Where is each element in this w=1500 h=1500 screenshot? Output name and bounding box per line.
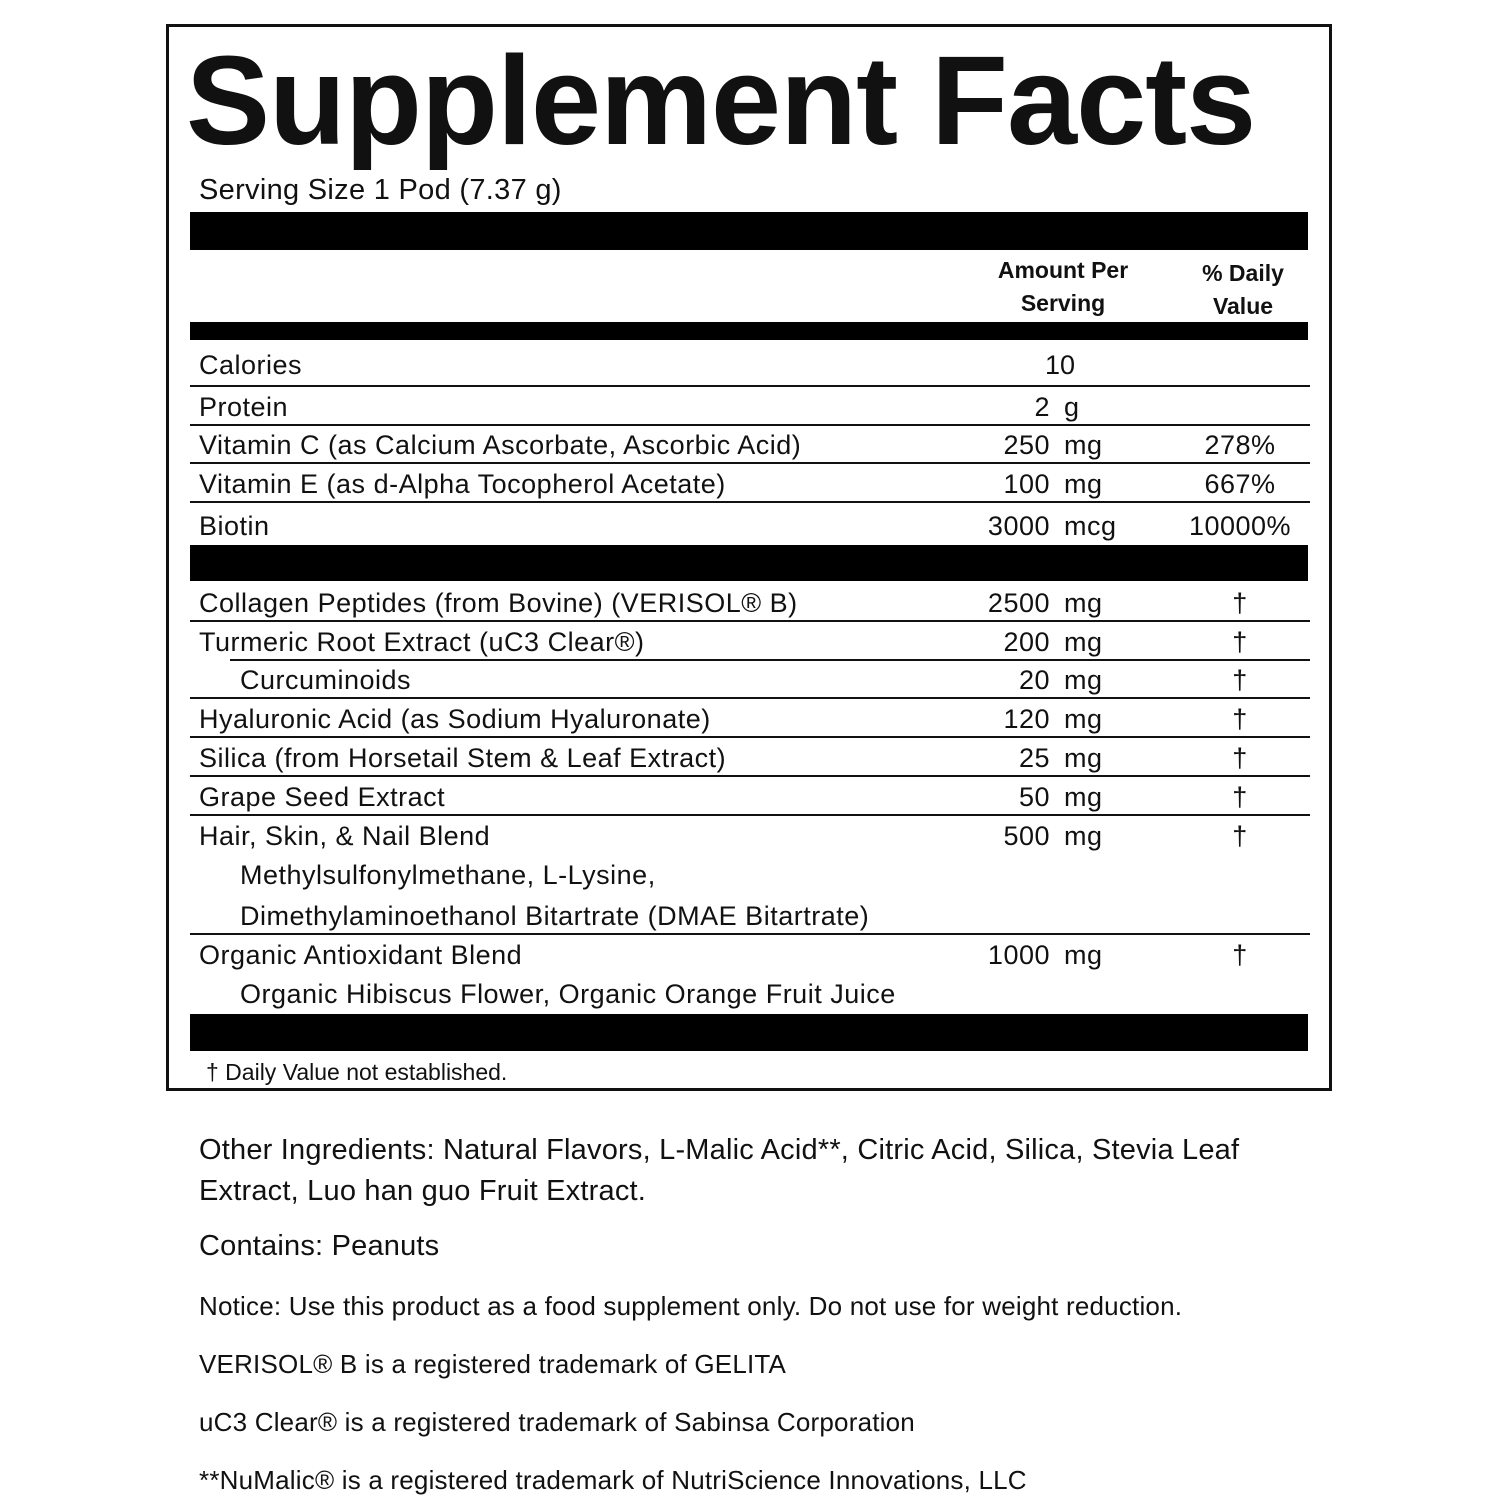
ingredient-unit: mg	[1064, 665, 1103, 695]
ingredient-row	[190, 661, 1308, 699]
nutrient-daily-value: 667%	[1204, 469, 1276, 499]
trademark-note: **NuMalic® is a registered trademark of NutriScience Innovations, LLC	[199, 1465, 1027, 1495]
row-divider	[190, 814, 1310, 816]
blend-components: Methylsulfonylmethane, L-Lysine,	[240, 860, 656, 890]
ingredient-unit: mg	[1064, 743, 1103, 773]
row-divider	[190, 620, 1310, 622]
ingredient-name: Organic Antioxidant Blend	[199, 940, 523, 970]
row-divider	[190, 697, 1310, 699]
nutrient-name: Protein	[199, 392, 289, 422]
nutrient-amount: 3000	[987, 511, 1050, 541]
other-ingredients: Other Ingredients: Natural Flavors, L-Malic Acid**, Citric Acid, Silica, Stevia Leaf Extract, Luo han guo Fruit Extract.	[199, 1134, 1240, 1207]
nutrient-name: Biotin	[199, 511, 270, 541]
ingredient-unit: mg	[1064, 704, 1103, 734]
ingredient-row	[190, 739, 1308, 777]
nutrient-amount: 2	[1034, 392, 1050, 422]
nutrient-row	[190, 388, 1308, 426]
ingredient-unit: mg	[1064, 627, 1103, 657]
nutrient-row	[190, 465, 1308, 503]
nutrient-name: Vitamin C (as Calcium Ascorbate, Ascorbic Acid)	[199, 430, 802, 460]
ingredient-row	[190, 700, 1308, 738]
row-divider	[190, 462, 1310, 464]
amount-per-serving-header	[968, 254, 1158, 320]
row-divider	[190, 736, 1310, 738]
row-divider	[190, 385, 1310, 387]
ingredient-daily-value: †	[1232, 704, 1248, 734]
nutrient-unit: mg	[1064, 469, 1103, 499]
trademark-note: uC3 Clear® is a registered trademark of Sabinsa Corporation	[199, 1407, 915, 1437]
ingredient-daily-value: †	[1232, 665, 1248, 695]
nutrient-row	[190, 346, 1308, 384]
medium-divider	[190, 322, 1308, 340]
row-divider	[190, 501, 1310, 503]
ingredient-amount: 120	[1003, 704, 1050, 734]
nutrient-unit: g	[1064, 392, 1080, 422]
blend-components: Dimethylaminoethanol Bitartrate (DMAE Bitartrate)	[240, 901, 870, 931]
ingredient-amount: 500	[1003, 821, 1050, 851]
nutrient-amount: 250	[1003, 430, 1050, 460]
ingredient-name: Hyaluronic Acid (as Sodium Hyaluronate)	[199, 704, 711, 734]
ingredient-amount: 2500	[987, 588, 1050, 618]
trademark-note: VERISOL® B is a registered trademark of GELITA	[199, 1349, 787, 1379]
ingredient-amount: 1000	[987, 940, 1050, 970]
ingredient-daily-value: †	[1232, 821, 1248, 851]
thick-divider	[190, 212, 1308, 250]
ingredient-daily-value: †	[1232, 627, 1248, 657]
daily-value-header	[1168, 257, 1318, 323]
nutrient-amount: 100	[1003, 469, 1050, 499]
ingredient-row	[190, 778, 1308, 816]
header-amount-line1: Amount Per	[997, 257, 1129, 283]
ingredient-unit: mg	[1064, 821, 1103, 851]
ingredient-amount: 20	[1018, 665, 1050, 695]
nutrient-unit: mcg	[1064, 511, 1117, 541]
ingredient-name: Turmeric Root Extract (uC3 Clear®)	[199, 627, 645, 657]
notice: Notice: Use this product as a food supplement only. Do not use for weight reduction.	[199, 1291, 1183, 1321]
serving-size: Serving Size 1 Pod (7.37 g)	[199, 174, 562, 206]
header-dv-line1: % Daily	[1202, 260, 1284, 286]
ingredient-name: Hair, Skin, & Nail Blend	[199, 821, 491, 851]
nutrient-daily-value: 10000%	[1188, 511, 1292, 541]
ingredient-unit: mg	[1064, 940, 1103, 970]
ingredient-name: Silica (from Horsetail Stem & Leaf Extract)	[199, 743, 727, 773]
ingredient-name: Collagen Peptides (from Bovine) (VERISOL® B)	[199, 588, 798, 618]
ingredient-daily-value: †	[1232, 782, 1248, 812]
thick-divider	[190, 545, 1308, 581]
nutrient-unit: mg	[1064, 430, 1103, 460]
thick-divider	[190, 1014, 1308, 1051]
nutrient-name: Vitamin E (as d-Alpha Tocopherol Acetate)	[199, 469, 726, 499]
header-amount-line2: Serving	[1020, 290, 1106, 316]
allergen-statement: Contains: Peanuts	[199, 1230, 440, 1262]
nutrient-row	[190, 426, 1308, 464]
ingredient-row	[190, 584, 1308, 622]
nutrient-row	[190, 507, 1308, 545]
nutrient-name: Calories	[199, 350, 303, 380]
ingredient-amount: 200	[1003, 627, 1050, 657]
ingredient-daily-value: †	[1232, 743, 1248, 773]
ingredient-unit: mg	[1064, 782, 1103, 812]
ingredient-name: Grape Seed Extract	[199, 782, 446, 812]
ingredient-row	[190, 936, 1308, 974]
ingredient-row	[190, 817, 1308, 855]
ingredient-row	[190, 623, 1308, 661]
row-divider	[190, 775, 1310, 777]
ingredient-unit: mg	[1064, 588, 1103, 618]
daily-value-footnote: † Daily Value not established.	[206, 1059, 508, 1085]
ingredient-name: Curcuminoids	[240, 665, 412, 695]
nutrient-daily-value: 278%	[1204, 430, 1276, 460]
row-divider	[190, 933, 1310, 935]
blend-components: Organic Hibiscus Flower, Organic Orange Fruit Juice	[240, 979, 896, 1009]
ingredient-daily-value: †	[1232, 940, 1248, 970]
ingredient-amount: 25	[1018, 743, 1050, 773]
ingredient-daily-value: †	[1232, 588, 1248, 618]
header-dv-line2: Value	[1212, 293, 1274, 319]
nutrient-amount: 10	[1044, 350, 1076, 380]
panel-title: Supplement Facts	[186, 30, 1256, 171]
ingredient-amount: 50	[1018, 782, 1050, 812]
